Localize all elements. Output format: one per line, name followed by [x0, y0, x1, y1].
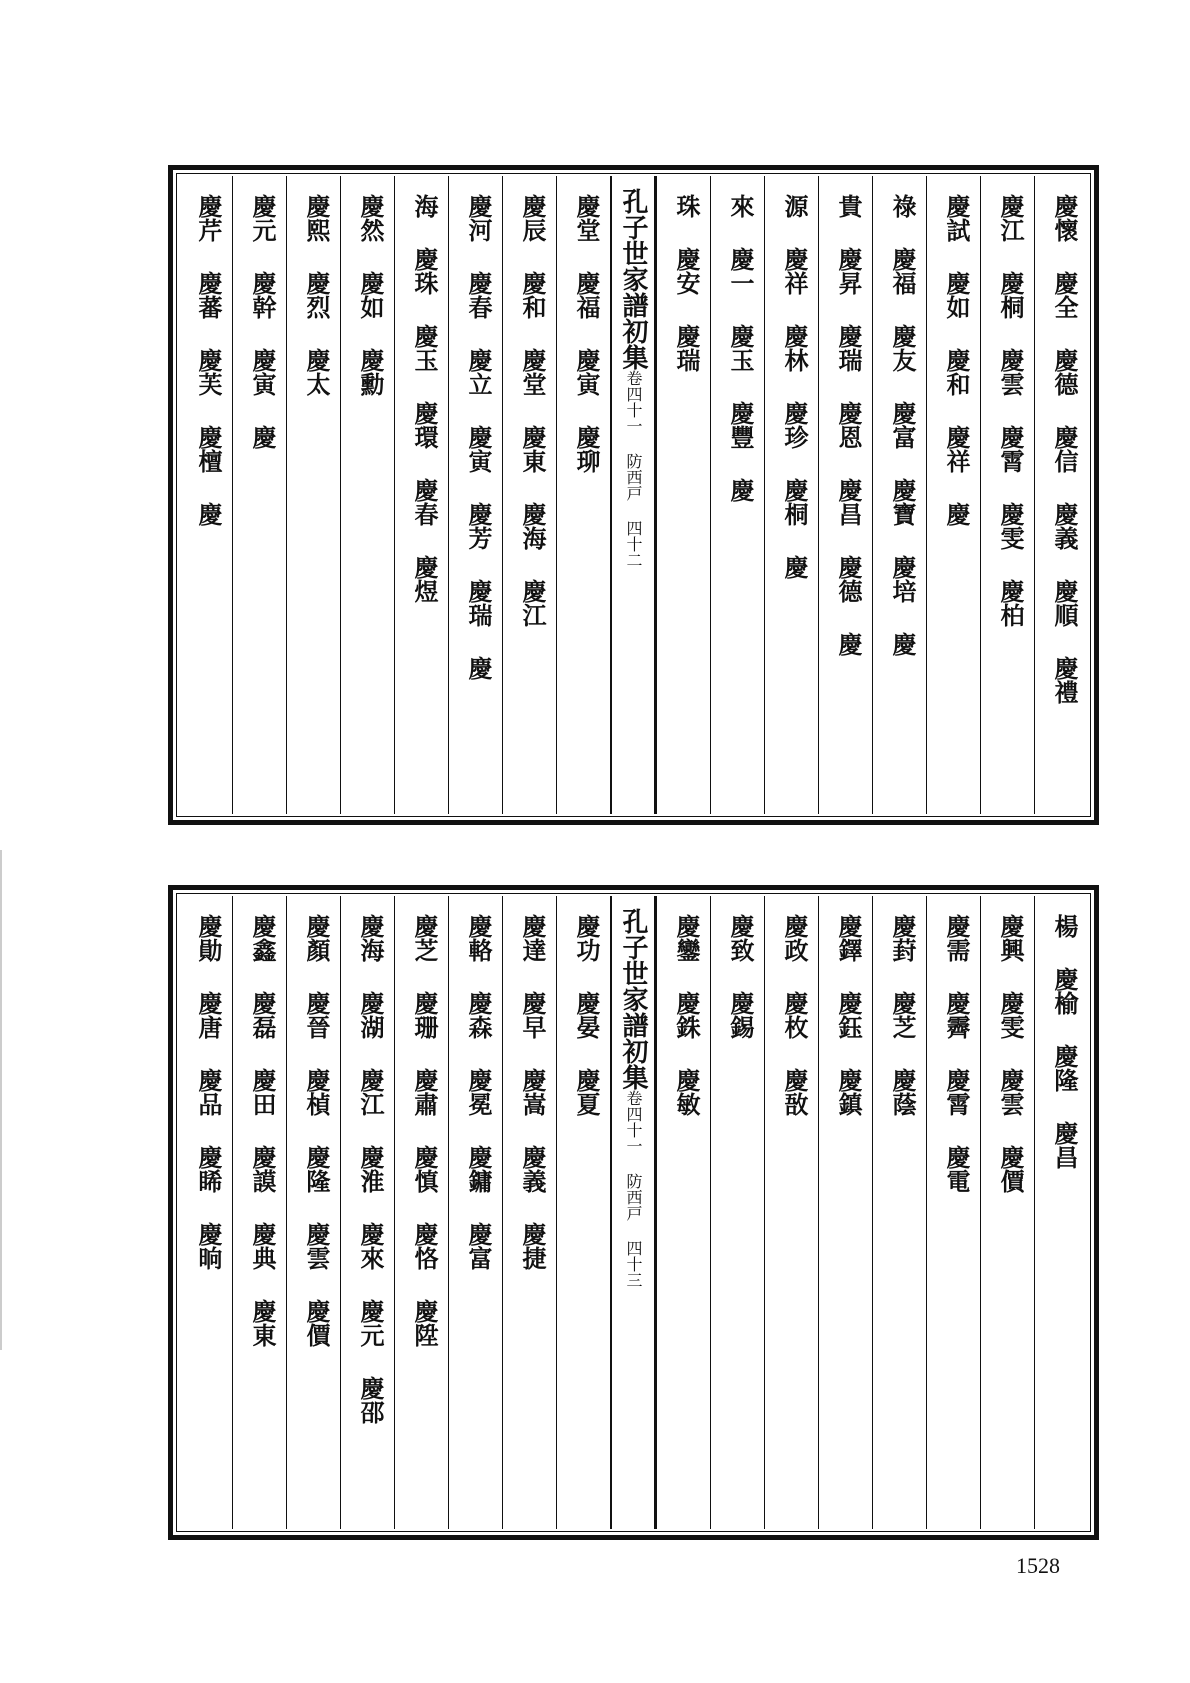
- book-title: 孔子世家譜: [618, 908, 648, 1038]
- bottom-column: 慶勛 慶唐 慶品 慶睎 慶晌: [194, 914, 223, 1270]
- bottom-column: 慶鑾 慶銖 慶敏: [656, 896, 710, 1529]
- top-column: 慶堂 慶福 慶寅 慶珋: [556, 176, 610, 814]
- bottom-column: 慶需 慶霽 慶霄 慶電: [926, 896, 980, 1529]
- columns-top: [179, 176, 1088, 814]
- top-column: 海 慶珠 慶玉 慶環 慶春 慶煜: [394, 176, 448, 814]
- bottom-column: 慶輅 慶森 慶冕 慶鏞 慶富: [448, 896, 502, 1529]
- top-column: 慶河 慶春 慶立 慶寅 慶芳 慶瑞 慶: [448, 176, 502, 814]
- bottom-column: 慶芝 慶珊 慶肅 慶慎 慶恪 慶陞: [394, 896, 448, 1529]
- bottom-column: 慶葑 慶芝 慶蔭: [872, 896, 926, 1529]
- top-column: 慶江 慶桐 慶雲 慶霄 慶雯 慶柏: [980, 176, 1034, 814]
- top-column: 慶然 慶如 慶勳: [340, 176, 394, 814]
- top-center-title: [610, 176, 656, 814]
- top-column: 慶元 慶幹 慶寅 慶: [232, 176, 286, 814]
- bottom-column: 慶功 慶晏 慶夏: [556, 896, 610, 1529]
- top-column: 慶懷 慶全 慶德 慶信 慶義 慶順 慶禮: [1034, 176, 1088, 814]
- top-column: 祿 慶福 慶友 慶富 慶寶 慶培 慶: [872, 176, 926, 814]
- bottom-column: 楊 慶榆 慶隆 慶昌: [1034, 896, 1088, 1529]
- top-column: 慶芹 慶蕃 慶芙 慶檀 慶: [194, 194, 223, 526]
- bottom-column: 慶鑫 慶磊 慶田 慶謨 慶典 慶東: [232, 896, 286, 1529]
- page-number: 1528: [1016, 1553, 1060, 1578]
- top-column: 來 慶一 慶玉 慶豐 慶: [710, 176, 764, 814]
- top-column: 珠 慶安 慶瑞: [656, 176, 710, 814]
- scan-edge-line: [0, 850, 2, 1350]
- bottom-column: 慶達 慶早 慶嵩 慶義 慶捷: [502, 896, 556, 1529]
- chapter-label: 卷四十一 防西戸 四十二: [624, 370, 643, 568]
- top-column: 慶辰 慶和 慶堂 慶東 慶海 慶江: [502, 176, 556, 814]
- genealogy-page-bottom: [168, 885, 1099, 1540]
- bottom-column: 慶顏 慶晉 慶楨 慶隆 慶雲 慶價: [286, 896, 340, 1529]
- genealogy-page-top: [168, 165, 1099, 825]
- volume-label: 初集: [618, 1038, 648, 1090]
- bottom-column: 慶鐸 慶鈺 慶鎮: [818, 896, 872, 1529]
- volume-label: 初集: [618, 318, 648, 370]
- bottom-column: 慶政 慶枚 慶敔: [764, 896, 818, 1529]
- top-column: 慶試 慶如 慶和 慶祥 慶: [926, 176, 980, 814]
- chapter-label: 卷四十一 防西戸 四十三: [624, 1090, 643, 1288]
- bottom-column: 慶興 慶雯 慶雲 慶價: [980, 896, 1034, 1529]
- bottom-column: 慶致 慶錫: [710, 896, 764, 1529]
- bottom-column: 慶海 慶湖 慶江 慶淮 慶來 慶元 慶邵: [340, 896, 394, 1529]
- bottom-center-title: [610, 896, 656, 1529]
- columns-bottom: [179, 896, 1088, 1529]
- top-column: 慶熙 慶烈 慶太: [286, 176, 340, 814]
- top-column: 貴 慶昇 慶瑞 慶恩 慶昌 慶德 慶: [818, 176, 872, 814]
- book-title: 孔子世家譜: [618, 188, 648, 318]
- top-column: 源 慶祥 慶林 慶珍 慶桐 慶: [764, 176, 818, 814]
